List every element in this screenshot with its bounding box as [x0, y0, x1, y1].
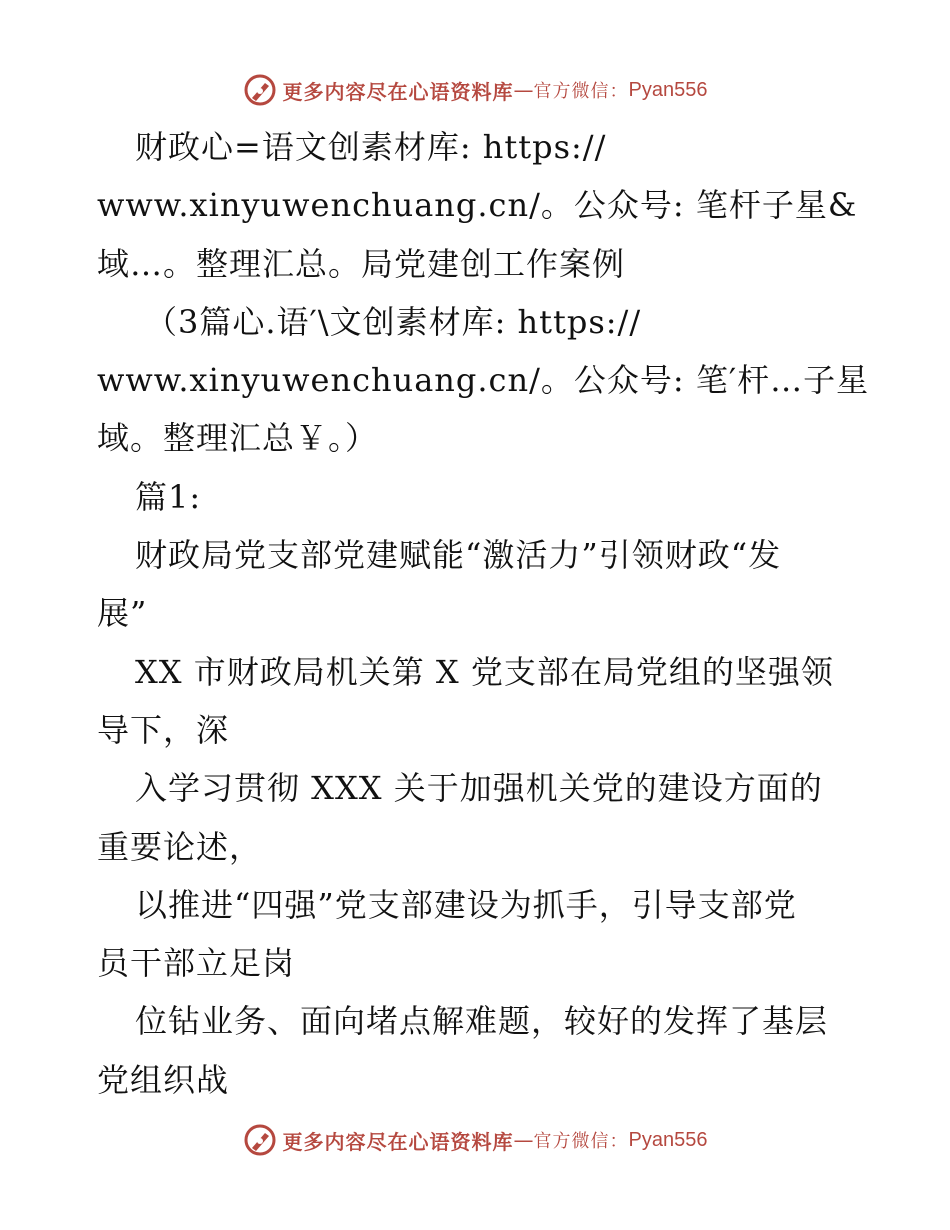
text-line-13: 重要论述，	[97, 827, 263, 866]
text-line-14: 以推进“四强”党支部建设为抓手，引导支部党	[135, 885, 797, 924]
text-line-5: www.xinyuwenchuang.cn/。公众号: 笔′杆…子星	[97, 361, 870, 400]
pen-logo-icon	[243, 1123, 277, 1157]
text-line-16: 位钻业务、面向堵点解难题，较好的发挥了基层	[135, 1002, 829, 1041]
footer-banner	[0, 1120, 950, 1160]
document-body	[97, 118, 870, 1109]
header-wechat-label: 官方微信：	[533, 81, 629, 102]
header-dash: —	[513, 78, 534, 102]
text-line-6: 域。整理汇总￥。）	[97, 419, 379, 458]
header-banner	[0, 70, 950, 110]
text-line-12: 入学习贯彻 XXX 关于加强机关党的建设方面的	[135, 769, 823, 808]
article-title-line-2: 展”	[97, 594, 148, 633]
footer-wechat-id: Pyan556	[628, 1128, 708, 1151]
text-line-15: 员干部立足岗	[97, 944, 296, 983]
footer-dash: —	[513, 1128, 534, 1152]
text-line-10: XX 市财政局机关第 X 党支部在局党组的坚强领	[135, 652, 834, 691]
text-line-1: 财政心=语文创素材库: https://	[135, 128, 607, 166]
article-title-line-1: 财政局党支部党建赋能“激活力”引领财政“发	[135, 536, 782, 575]
text-line-4: （3篇心.语′\文创素材库: https://	[145, 302, 642, 341]
header-wechat-id: Pyan556	[628, 78, 708, 101]
header-brand: 更多内容尽在心语资料库	[282, 79, 514, 104]
text-line-2: www.xinyuwenchuang.cn/。公众号: 笔杆子星&	[97, 186, 858, 225]
pen-logo-icon	[243, 73, 277, 107]
text-line-11: 导下，深	[97, 710, 230, 749]
text-line-3: 域…。整理汇总。局党建创工作案例	[97, 244, 626, 283]
footer-brand: 更多内容尽在心语资料库	[282, 1129, 514, 1154]
footer-wechat-label: 官方微信：	[533, 1131, 629, 1152]
text-line-17: 党组织战	[97, 1060, 230, 1099]
section-heading: 篇1:	[135, 477, 202, 516]
